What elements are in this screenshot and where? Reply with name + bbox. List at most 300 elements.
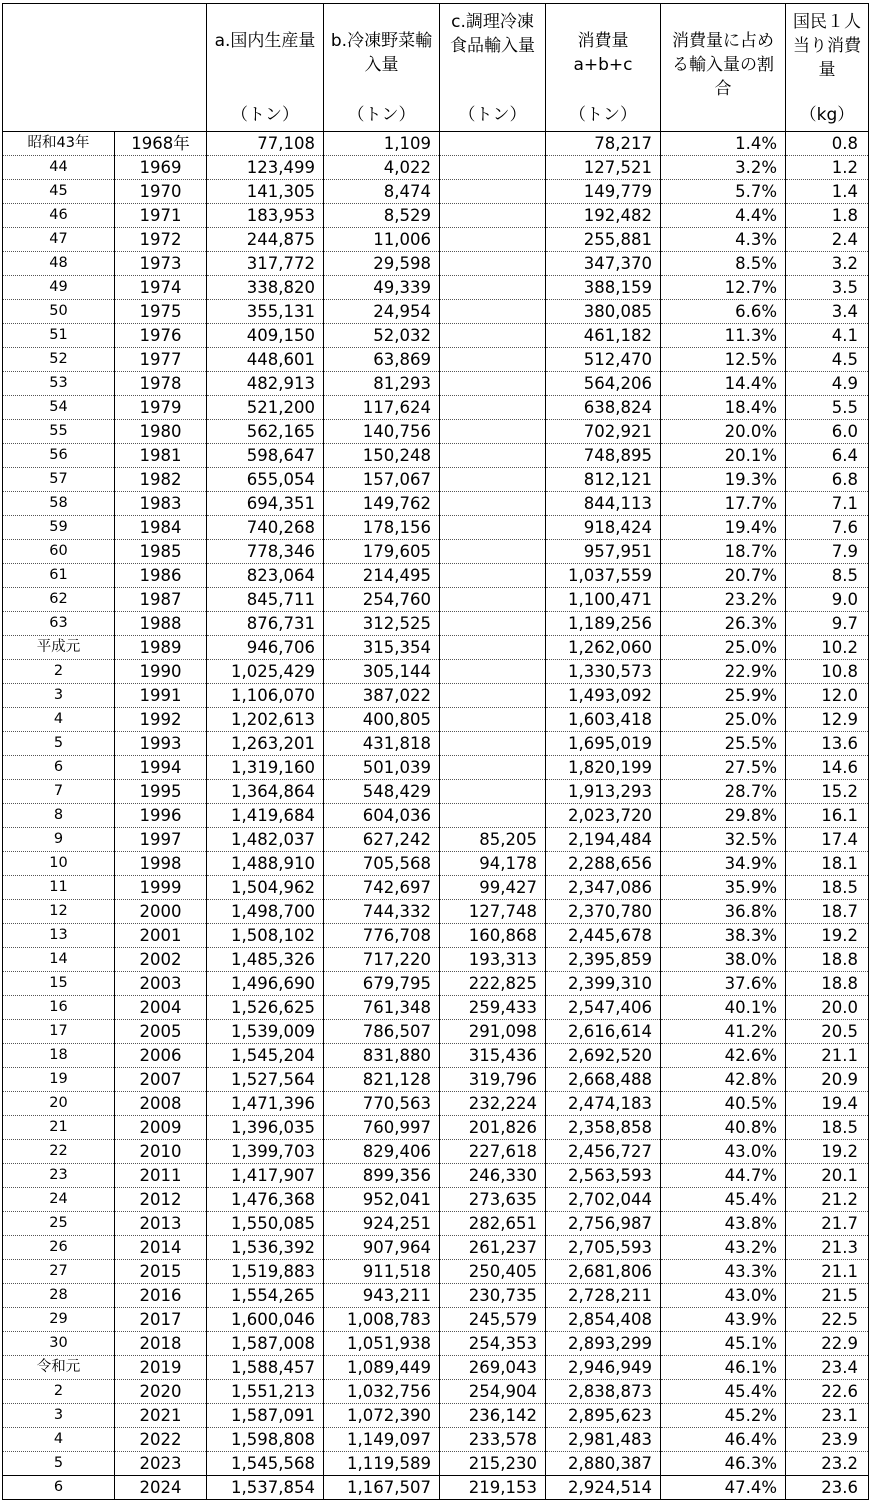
consumption-cell: 2,194,484 xyxy=(546,828,661,852)
year-cell: 2019 xyxy=(115,1356,207,1380)
domestic-production-cell: 1,364,864 xyxy=(207,780,324,804)
table-row xyxy=(3,852,869,876)
import-share-cell: 40.1% xyxy=(661,996,786,1020)
table-row xyxy=(3,1404,869,1428)
table-row xyxy=(3,588,869,612)
table-row xyxy=(3,1236,869,1260)
consumption-cell: 1,820,199 xyxy=(546,756,661,780)
import-share-cell: 40.5% xyxy=(661,1092,786,1116)
era-cell: 16 xyxy=(3,996,115,1020)
frozen-veg-import-cell: 831,880 xyxy=(324,1044,440,1068)
consumption-cell: 2,692,520 xyxy=(546,1044,661,1068)
prepared-import-cell xyxy=(440,588,546,612)
prepared-import-cell: 245,579 xyxy=(440,1308,546,1332)
domestic-production-cell: 1,471,396 xyxy=(207,1092,324,1116)
frozen-veg-import-cell: 8,529 xyxy=(324,204,440,228)
per-capita-cell: 21.1 xyxy=(786,1044,869,1068)
year-cell: 1987 xyxy=(115,588,207,612)
prepared-import-cell xyxy=(440,180,546,204)
prepared-import-cell: 160,868 xyxy=(440,924,546,948)
prepared-import-cell xyxy=(440,540,546,564)
import-share-cell: 19.4% xyxy=(661,516,786,540)
table-row xyxy=(3,1188,869,1212)
consumption-cell: 2,705,593 xyxy=(546,1236,661,1260)
header-prepared-import xyxy=(440,4,546,132)
era-cell: 29 xyxy=(3,1308,115,1332)
consumption-cell: 2,728,211 xyxy=(546,1284,661,1308)
domestic-production-cell: 1,504,962 xyxy=(207,876,324,900)
era-cell: 13 xyxy=(3,924,115,948)
frozen-veg-import-cell: 431,818 xyxy=(324,732,440,756)
import-share-cell: 11.3% xyxy=(661,324,786,348)
consumption-cell: 564,206 xyxy=(546,372,661,396)
frozen-veg-import-cell: 1,149,097 xyxy=(324,1428,440,1452)
per-capita-cell: 21.3 xyxy=(786,1236,869,1260)
domestic-production-cell: 244,875 xyxy=(207,228,324,252)
prepared-import-cell: 236,142 xyxy=(440,1404,546,1428)
domestic-production-cell: 1,519,883 xyxy=(207,1260,324,1284)
consumption-cell: 2,399,310 xyxy=(546,972,661,996)
import-share-cell: 37.6% xyxy=(661,972,786,996)
year-cell: 1983 xyxy=(115,492,207,516)
era-cell: 3 xyxy=(3,1404,115,1428)
header-era xyxy=(3,4,115,132)
per-capita-cell: 1.8 xyxy=(786,204,869,228)
frozen-veg-import-cell: 760,997 xyxy=(324,1116,440,1140)
import-share-cell: 35.9% xyxy=(661,876,786,900)
consumption-cell: 2,563,593 xyxy=(546,1164,661,1188)
import-share-cell: 46.1% xyxy=(661,1356,786,1380)
domestic-production-cell: 694,351 xyxy=(207,492,324,516)
domestic-production-cell: 1,319,160 xyxy=(207,756,324,780)
per-capita-cell: 10.8 xyxy=(786,660,869,684)
table-row xyxy=(3,732,869,756)
import-share-cell: 20.1% xyxy=(661,444,786,468)
year-cell: 2010 xyxy=(115,1140,207,1164)
domestic-production-cell: 1,485,326 xyxy=(207,948,324,972)
year-cell: 1986 xyxy=(115,564,207,588)
consumption-cell: 1,330,573 xyxy=(546,660,661,684)
prepared-import-cell xyxy=(440,252,546,276)
era-cell: 50 xyxy=(3,300,115,324)
era-cell: 62 xyxy=(3,588,115,612)
domestic-production-cell: 123,499 xyxy=(207,156,324,180)
year-cell: 1979 xyxy=(115,396,207,420)
prepared-import-cell: 254,353 xyxy=(440,1332,546,1356)
frozen-veg-import-cell: 150,248 xyxy=(324,444,440,468)
consumption-cell: 1,913,293 xyxy=(546,780,661,804)
domestic-production-cell: 778,346 xyxy=(207,540,324,564)
table-row xyxy=(3,612,869,636)
year-cell: 1995 xyxy=(115,780,207,804)
domestic-production-cell: 1,396,035 xyxy=(207,1116,324,1140)
per-capita-cell: 10.2 xyxy=(786,636,869,660)
import-share-cell: 8.5% xyxy=(661,252,786,276)
year-cell: 1973 xyxy=(115,252,207,276)
per-capita-cell: 8.5 xyxy=(786,564,869,588)
prepared-import-cell xyxy=(440,300,546,324)
header-frozen-veg-import xyxy=(324,4,440,132)
prepared-import-cell: 219,153 xyxy=(440,1476,546,1500)
per-capita-cell: 4.1 xyxy=(786,324,869,348)
consumption-cell: 918,424 xyxy=(546,516,661,540)
consumption-cell: 2,924,514 xyxy=(546,1476,661,1500)
consumption-cell: 1,603,418 xyxy=(546,708,661,732)
consumption-cell: 2,358,858 xyxy=(546,1116,661,1140)
year-cell: 2020 xyxy=(115,1380,207,1404)
per-capita-cell: 23.9 xyxy=(786,1428,869,1452)
frozen-veg-import-cell: 829,406 xyxy=(324,1140,440,1164)
consumption-cell: 255,881 xyxy=(546,228,661,252)
table-row xyxy=(3,348,869,372)
import-share-cell: 46.4% xyxy=(661,1428,786,1452)
per-capita-cell: 7.6 xyxy=(786,516,869,540)
consumption-cell: 638,824 xyxy=(546,396,661,420)
frozen-veg-import-cell: 400,805 xyxy=(324,708,440,732)
per-capita-cell: 12.9 xyxy=(786,708,869,732)
domestic-production-cell: 521,200 xyxy=(207,396,324,420)
import-share-cell: 34.9% xyxy=(661,852,786,876)
per-capita-cell: 18.5 xyxy=(786,1116,869,1140)
per-capita-cell: 20.1 xyxy=(786,1164,869,1188)
table-row xyxy=(3,876,869,900)
header-prepared-unit: （トン） xyxy=(458,105,527,125)
era-cell: 24 xyxy=(3,1188,115,1212)
per-capita-cell: 16.1 xyxy=(786,804,869,828)
import-share-cell: 28.7% xyxy=(661,780,786,804)
per-capita-cell: 22.6 xyxy=(786,1380,869,1404)
per-capita-cell: 6.4 xyxy=(786,444,869,468)
era-cell: 12 xyxy=(3,900,115,924)
consumption-cell: 2,895,623 xyxy=(546,1404,661,1428)
import-share-cell: 25.9% xyxy=(661,684,786,708)
domestic-production-cell: 1,598,808 xyxy=(207,1428,324,1452)
prepared-import-cell xyxy=(440,228,546,252)
prepared-import-cell: 99,427 xyxy=(440,876,546,900)
era-cell: 30 xyxy=(3,1332,115,1356)
import-share-cell: 47.4% xyxy=(661,1476,786,1500)
import-share-cell: 29.8% xyxy=(661,804,786,828)
header-row xyxy=(3,4,869,132)
table-row xyxy=(3,1284,869,1308)
table-row xyxy=(3,228,869,252)
consumption-cell: 844,113 xyxy=(546,492,661,516)
prepared-import-cell xyxy=(440,516,546,540)
era-cell: 44 xyxy=(3,156,115,180)
consumption-cell: 2,702,044 xyxy=(546,1188,661,1212)
year-cell: 1997 xyxy=(115,828,207,852)
era-cell: 52 xyxy=(3,348,115,372)
era-cell: 5 xyxy=(3,1452,115,1476)
import-share-cell: 43.8% xyxy=(661,1212,786,1236)
table-row xyxy=(3,1356,869,1380)
per-capita-cell: 6.8 xyxy=(786,468,869,492)
domestic-production-cell: 1,587,091 xyxy=(207,1404,324,1428)
frozen-veg-import-cell: 179,605 xyxy=(324,540,440,564)
per-capita-cell: 3.4 xyxy=(786,300,869,324)
consumption-cell: 1,189,256 xyxy=(546,612,661,636)
frozen-veg-import-cell: 387,022 xyxy=(324,684,440,708)
era-cell: 48 xyxy=(3,252,115,276)
prepared-import-cell: 201,826 xyxy=(440,1116,546,1140)
import-share-cell: 42.6% xyxy=(661,1044,786,1068)
domestic-production-cell: 338,820 xyxy=(207,276,324,300)
per-capita-cell: 20.0 xyxy=(786,996,869,1020)
frozen-veg-import-cell: 1,072,390 xyxy=(324,1404,440,1428)
year-cell: 2023 xyxy=(115,1452,207,1476)
domestic-production-cell: 1,527,564 xyxy=(207,1068,324,1092)
prepared-import-cell xyxy=(440,204,546,228)
era-cell: 15 xyxy=(3,972,115,996)
year-cell: 2001 xyxy=(115,924,207,948)
per-capita-cell: 2.4 xyxy=(786,228,869,252)
prepared-import-cell xyxy=(440,420,546,444)
import-share-cell: 38.0% xyxy=(661,948,786,972)
import-share-cell: 41.2% xyxy=(661,1020,786,1044)
table-row xyxy=(3,156,869,180)
per-capita-cell: 1.2 xyxy=(786,156,869,180)
consumption-cell: 2,681,806 xyxy=(546,1260,661,1284)
header-frozen-veg-unit: （トン） xyxy=(347,105,416,125)
table-row xyxy=(3,564,869,588)
consumption-cell: 2,023,720 xyxy=(546,804,661,828)
domestic-production-cell: 77,108 xyxy=(207,132,324,156)
era-cell: 23 xyxy=(3,1164,115,1188)
prepared-import-cell xyxy=(440,444,546,468)
era-cell: 令和元 xyxy=(3,1356,115,1380)
prepared-import-cell xyxy=(440,708,546,732)
per-capita-cell: 14.6 xyxy=(786,756,869,780)
consumption-cell: 2,395,859 xyxy=(546,948,661,972)
prepared-import-cell: 315,436 xyxy=(440,1044,546,1068)
frozen-veg-import-cell: 178,156 xyxy=(324,516,440,540)
import-share-cell: 43.9% xyxy=(661,1308,786,1332)
era-cell: 60 xyxy=(3,540,115,564)
header-per-capita xyxy=(786,4,869,132)
per-capita-cell: 1.4 xyxy=(786,180,869,204)
per-capita-cell: 23.1 xyxy=(786,1404,869,1428)
import-share-cell: 42.8% xyxy=(661,1068,786,1092)
frozen-veg-import-cell: 776,708 xyxy=(324,924,440,948)
frozen-veg-import-cell: 786,507 xyxy=(324,1020,440,1044)
frozen-veg-import-cell: 627,242 xyxy=(324,828,440,852)
era-cell: 6 xyxy=(3,1476,115,1500)
domestic-production-cell: 317,772 xyxy=(207,252,324,276)
year-cell: 1980 xyxy=(115,420,207,444)
domestic-production-cell: 1,106,070 xyxy=(207,684,324,708)
consumption-cell: 380,085 xyxy=(546,300,661,324)
consumption-cell: 748,895 xyxy=(546,444,661,468)
era-cell: 20 xyxy=(3,1092,115,1116)
prepared-import-cell xyxy=(440,156,546,180)
import-share-cell: 45.4% xyxy=(661,1188,786,1212)
year-cell: 2011 xyxy=(115,1164,207,1188)
era-cell: 6 xyxy=(3,756,115,780)
consumption-cell: 512,470 xyxy=(546,348,661,372)
prepared-import-cell xyxy=(440,732,546,756)
era-cell: 22 xyxy=(3,1140,115,1164)
era-cell: 10 xyxy=(3,852,115,876)
frozen-veg-import-cell: 952,041 xyxy=(324,1188,440,1212)
era-cell: 49 xyxy=(3,276,115,300)
year-cell: 1970 xyxy=(115,180,207,204)
year-cell: 2006 xyxy=(115,1044,207,1068)
era-cell: 61 xyxy=(3,564,115,588)
import-share-cell: 44.7% xyxy=(661,1164,786,1188)
consumption-cell: 2,981,483 xyxy=(546,1428,661,1452)
domestic-production-cell: 355,131 xyxy=(207,300,324,324)
year-cell: 1982 xyxy=(115,468,207,492)
import-share-cell: 43.0% xyxy=(661,1284,786,1308)
table-row xyxy=(3,1020,869,1044)
table-row xyxy=(3,1332,869,1356)
domestic-production-cell: 1,202,613 xyxy=(207,708,324,732)
consumption-cell: 149,779 xyxy=(546,180,661,204)
per-capita-cell: 19.2 xyxy=(786,1140,869,1164)
domestic-production-cell: 1,526,625 xyxy=(207,996,324,1020)
year-cell: 1971 xyxy=(115,204,207,228)
per-capita-cell: 12.0 xyxy=(786,684,869,708)
consumption-cell: 702,921 xyxy=(546,420,661,444)
table-row xyxy=(3,780,869,804)
table-row xyxy=(3,1308,869,1332)
consumption-cell: 2,370,780 xyxy=(546,900,661,924)
prepared-import-cell xyxy=(440,660,546,684)
era-cell: 63 xyxy=(3,612,115,636)
per-capita-cell: 6.0 xyxy=(786,420,869,444)
per-capita-cell: 9.7 xyxy=(786,612,869,636)
year-cell: 2014 xyxy=(115,1236,207,1260)
domestic-production-cell: 740,268 xyxy=(207,516,324,540)
import-share-cell: 1.4% xyxy=(661,132,786,156)
prepared-import-cell: 230,735 xyxy=(440,1284,546,1308)
import-share-cell: 5.7% xyxy=(661,180,786,204)
era-cell: 59 xyxy=(3,516,115,540)
per-capita-cell: 23.6 xyxy=(786,1476,869,1500)
consumption-cell: 2,854,408 xyxy=(546,1308,661,1332)
year-cell: 1975 xyxy=(115,300,207,324)
frozen-veg-import-cell: 49,339 xyxy=(324,276,440,300)
frozen-veg-import-cell: 312,525 xyxy=(324,612,440,636)
table-row xyxy=(3,1164,869,1188)
consumption-cell: 2,456,727 xyxy=(546,1140,661,1164)
domestic-production-cell: 1,554,265 xyxy=(207,1284,324,1308)
table-row xyxy=(3,492,869,516)
frozen-veg-import-cell: 911,518 xyxy=(324,1260,440,1284)
frozen-veg-import-cell: 943,211 xyxy=(324,1284,440,1308)
prepared-import-cell: 232,224 xyxy=(440,1092,546,1116)
table-row xyxy=(3,1068,869,1092)
domestic-production-cell: 141,305 xyxy=(207,180,324,204)
prepared-import-cell: 227,618 xyxy=(440,1140,546,1164)
frozen-veg-import-cell: 8,474 xyxy=(324,180,440,204)
domestic-production-cell: 1,587,008 xyxy=(207,1332,324,1356)
frozen-veg-import-cell: 52,032 xyxy=(324,324,440,348)
table-row xyxy=(3,636,869,660)
era-cell: 47 xyxy=(3,228,115,252)
per-capita-cell: 18.8 xyxy=(786,972,869,996)
consumption-cell: 2,880,387 xyxy=(546,1452,661,1476)
per-capita-cell: 23.2 xyxy=(786,1452,869,1476)
year-cell: 2003 xyxy=(115,972,207,996)
domestic-production-cell: 655,054 xyxy=(207,468,324,492)
era-cell: 19 xyxy=(3,1068,115,1092)
era-cell: 26 xyxy=(3,1236,115,1260)
year-cell: 1968年 xyxy=(115,132,207,156)
frozen-veg-import-cell: 29,598 xyxy=(324,252,440,276)
table-row xyxy=(3,1092,869,1116)
table-row xyxy=(3,660,869,684)
frozen-veg-import-cell: 214,495 xyxy=(324,564,440,588)
table-row xyxy=(3,1476,869,1500)
per-capita-cell: 20.5 xyxy=(786,1020,869,1044)
per-capita-cell: 18.8 xyxy=(786,948,869,972)
domestic-production-cell: 1,417,907 xyxy=(207,1164,324,1188)
import-share-cell: 46.3% xyxy=(661,1452,786,1476)
domestic-production-cell: 1,588,457 xyxy=(207,1356,324,1380)
year-cell: 1998 xyxy=(115,852,207,876)
per-capita-cell: 9.0 xyxy=(786,588,869,612)
per-capita-cell: 7.9 xyxy=(786,540,869,564)
table-row xyxy=(3,300,869,324)
domestic-production-cell: 1,025,429 xyxy=(207,660,324,684)
era-cell: 5 xyxy=(3,732,115,756)
prepared-import-cell: 127,748 xyxy=(440,900,546,924)
import-share-cell: 36.8% xyxy=(661,900,786,924)
frozen-veg-import-cell: 705,568 xyxy=(324,852,440,876)
consumption-cell: 2,347,086 xyxy=(546,876,661,900)
import-share-cell: 17.7% xyxy=(661,492,786,516)
prepared-import-cell xyxy=(440,780,546,804)
table-row xyxy=(3,516,869,540)
frozen-food-consumption-table xyxy=(2,3,869,1500)
import-share-cell: 3.2% xyxy=(661,156,786,180)
table-row xyxy=(3,996,869,1020)
import-share-cell: 4.4% xyxy=(661,204,786,228)
table-row xyxy=(3,1380,869,1404)
table-row xyxy=(3,468,869,492)
year-cell: 1985 xyxy=(115,540,207,564)
header-import-share-label: 消費量に占める輸入量の割合 xyxy=(672,31,774,99)
era-cell: 45 xyxy=(3,180,115,204)
year-cell: 1993 xyxy=(115,732,207,756)
era-cell: 7 xyxy=(3,780,115,804)
table-row xyxy=(3,252,869,276)
consumption-cell: 1,262,060 xyxy=(546,636,661,660)
year-cell: 2024 xyxy=(115,1476,207,1500)
domestic-production-cell: 1,496,690 xyxy=(207,972,324,996)
consumption-cell: 2,288,656 xyxy=(546,852,661,876)
frozen-veg-import-cell: 717,220 xyxy=(324,948,440,972)
per-capita-cell: 4.9 xyxy=(786,372,869,396)
domestic-production-cell: 1,399,703 xyxy=(207,1140,324,1164)
frozen-veg-import-cell: 117,624 xyxy=(324,396,440,420)
table-row xyxy=(3,900,869,924)
per-capita-cell: 13.6 xyxy=(786,732,869,756)
header-consumption-label: 消費量 a+b+c xyxy=(573,31,633,75)
per-capita-cell: 17.4 xyxy=(786,828,869,852)
consumption-cell: 127,521 xyxy=(546,156,661,180)
per-capita-cell: 21.7 xyxy=(786,1212,869,1236)
era-cell: 9 xyxy=(3,828,115,852)
frozen-veg-import-cell: 1,119,589 xyxy=(324,1452,440,1476)
era-cell: 28 xyxy=(3,1284,115,1308)
header-consumption-unit: （トン） xyxy=(569,105,637,125)
year-cell: 1969 xyxy=(115,156,207,180)
frozen-veg-import-cell: 761,348 xyxy=(324,996,440,1020)
year-cell: 2000 xyxy=(115,900,207,924)
table-row xyxy=(3,324,869,348)
